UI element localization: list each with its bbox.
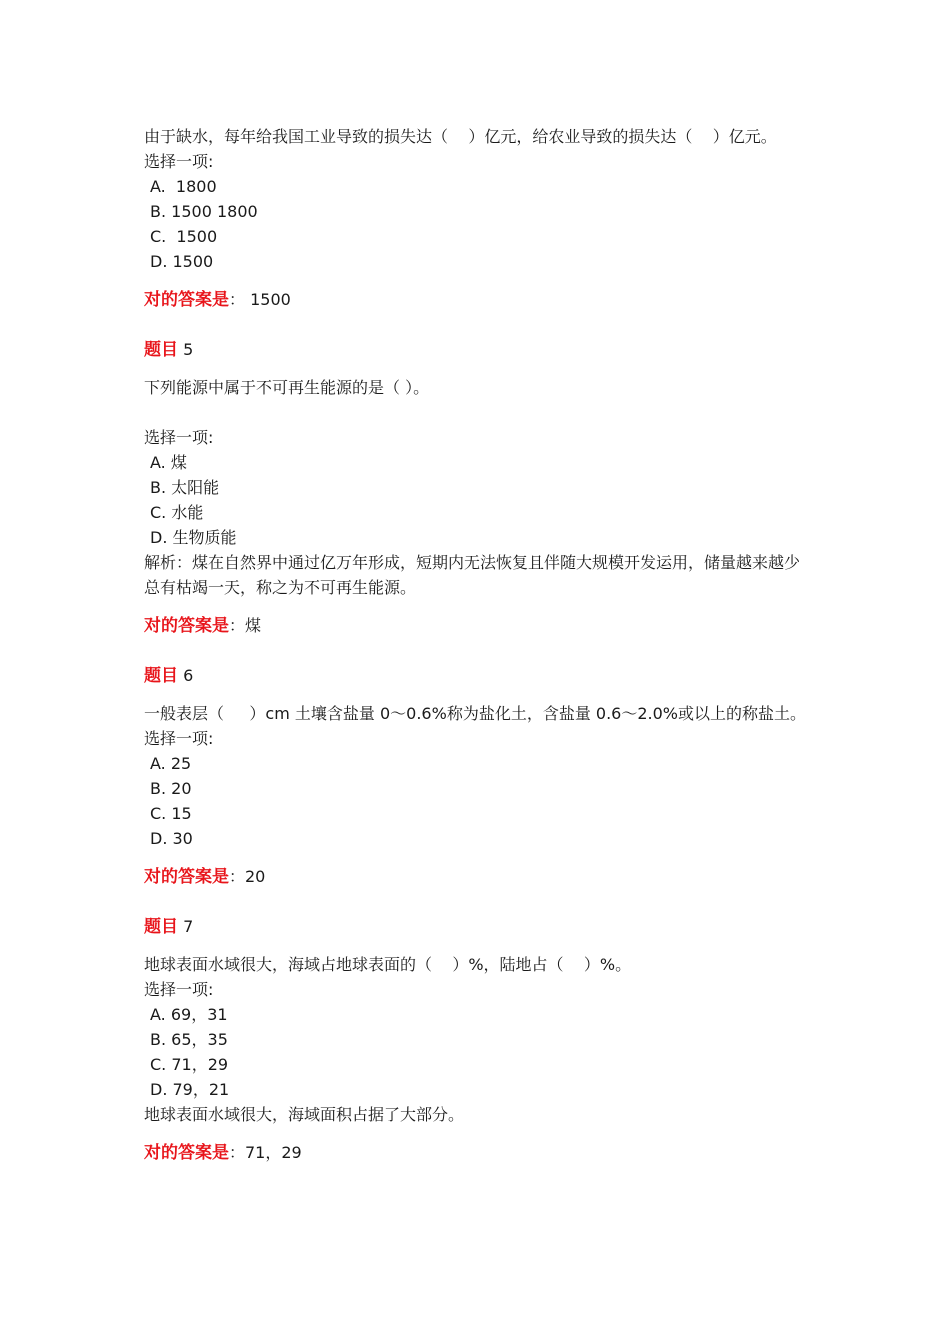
answer-label: 对的答案是: [144, 867, 229, 887]
correct-answer: [144, 864, 814, 890]
answer-value: ：煤: [229, 616, 262, 635]
question-number: 7: [178, 917, 194, 936]
question-number: 5: [178, 340, 194, 359]
answer-label: 对的答案是: [144, 1143, 229, 1163]
correct-answer: [144, 613, 814, 639]
option-a: A. 1800: [150, 177, 217, 196]
question-6: [144, 663, 814, 890]
question-title-label: 题目: [144, 340, 178, 360]
question-text: 由于缺水，每年给我国工业导致的损失达（ ）亿元，给农业导致的损失达（ ）亿元。: [144, 127, 777, 146]
option-a: A. 25: [150, 754, 192, 773]
correct-answer: [144, 1140, 814, 1166]
question-text: 一般表层（ ）cm 土壤含盐量 0～0.6%称为盐化土，含盐量 0.6～2.0%或以上的称盐土。: [144, 704, 806, 723]
option-d: D. 30: [150, 829, 193, 848]
spacer: [144, 400, 814, 425]
document-page: [144, 124, 814, 1166]
question-title-label: 题目: [144, 666, 178, 686]
answer-label: 对的答案是: [144, 290, 229, 310]
option-a: A. 煤: [150, 453, 187, 472]
answer-value: ： 1500: [229, 290, 291, 309]
option-c: C. 1500: [150, 227, 218, 246]
choose-one-prompt: 选择一项:: [144, 428, 214, 447]
option-b: B. 20: [150, 779, 192, 798]
choose-one-prompt: 选择一项:: [144, 729, 214, 748]
question-7: [144, 914, 814, 1166]
option-d: D. 79，21: [150, 1080, 230, 1099]
question-title: [144, 914, 814, 940]
question-text: 地球表面水域很大，海域占地球表面的（ ）%，陆地占（ ）%。: [144, 955, 632, 974]
question-5: [144, 337, 814, 639]
choose-one-prompt: 选择一项:: [144, 152, 214, 171]
option-d: D. 1500: [150, 252, 214, 271]
option-d: D. 生物质能: [150, 528, 237, 547]
option-a: A. 69，31: [150, 1005, 228, 1024]
option-b: B. 太阳能: [150, 478, 220, 497]
question-number: 6: [178, 666, 194, 685]
question-4: [144, 124, 814, 313]
option-c: C. 71，29: [150, 1055, 229, 1074]
answer-label: 对的答案是: [144, 616, 229, 636]
question-title: [144, 337, 814, 363]
option-b: B. 65，35: [150, 1030, 228, 1049]
explanation: 解析：煤在自然界中通过亿万年形成，短期内无法恢复且伴随大规模开发运用，储量越来越少总有枯竭一天，称之为不可再生能源。: [144, 553, 801, 597]
question-title-label: 题目: [144, 917, 178, 937]
choose-one-prompt: 选择一项:: [144, 980, 214, 999]
question-title: [144, 663, 814, 689]
explanation: 地球表面水域很大，海域面积占据了大部分。: [144, 1105, 465, 1124]
answer-value: ：71，29: [229, 1143, 302, 1162]
option-c: C. 水能: [150, 503, 204, 522]
correct-answer: [144, 287, 814, 313]
question-text: 下列能源中属于不可再生能源的是（ ）。: [144, 378, 430, 397]
answer-value: ：20: [229, 867, 266, 886]
option-c: C. 15: [150, 804, 192, 823]
option-b: B. 1500 1800: [150, 202, 258, 221]
